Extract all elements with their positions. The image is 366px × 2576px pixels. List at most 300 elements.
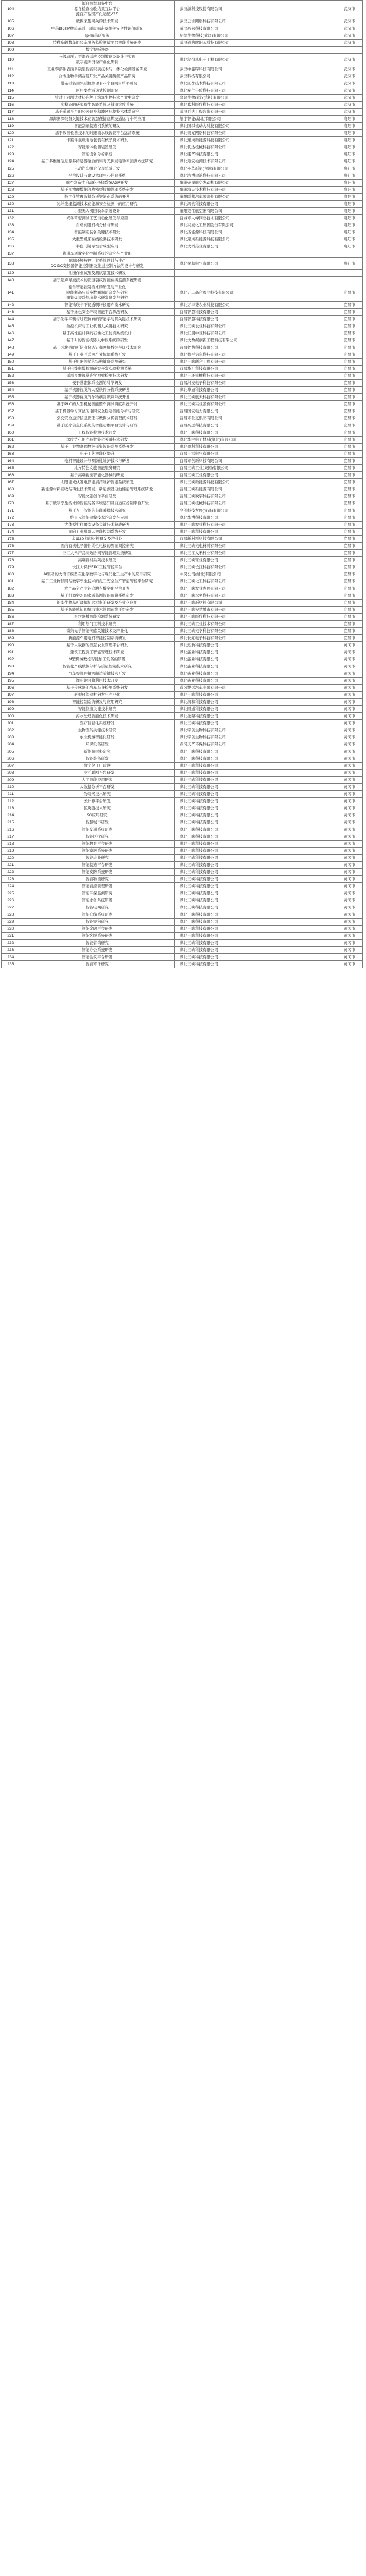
row-index: 225 [2,890,20,897]
organization-name: 襄阳海天技术科技有限公司 [174,187,336,194]
organization-name: 湖北三环机械科技有限公司 [174,373,336,380]
project-name: 利用热门工料技术研究 [77,622,116,626]
project-name: 大体型生猪屠宰设备关键技术集成研发 [64,523,130,527]
table-row [2,642,363,649]
organization-name: 宜昌国安电力有限公司 [174,408,336,415]
table-row [2,66,363,73]
city-name: 黄冈市 [336,741,362,748]
table-row [2,243,363,250]
project-name: 光纤光栅监测技术在能源安全检测中的应用研究 [56,202,138,206]
table-row [2,351,363,359]
row-index: 104 [2,1,20,18]
city-name: 宜昌市 [336,564,362,571]
organization-name: 湖北江都技术科技有限公司 [174,80,336,87]
project-name: 新能源车用电机智能控制系统研发 [68,636,126,640]
project-name: 基于电线电缆检测研究开发实验检测系统 [62,367,132,371]
city-name: 黄冈市 [336,819,362,826]
organization-name: 湖北三峡科技有限公司 [174,770,336,777]
project-name-cell [20,784,174,791]
table-row [2,656,363,663]
city-name: 宜昌市 [336,422,362,429]
project-name: DC-DC变换器智能控制器及先进控制方法的设计与研发 [50,264,144,268]
row-index: 222 [2,869,20,876]
organization-name: 湖北三峡科技有限公司 [174,692,336,699]
project-name: 新能源材料回收与再生技术研发，新能源锂电池储能管理系统研发 [41,487,153,491]
table-row [2,812,363,819]
project-name: 光学精密测试工艺自动化研发与应用 [66,216,128,220]
project-name-cell [20,359,174,366]
project-name: 智能电网研究 [85,906,109,910]
organization-name: 湖北汉恒风电子工程有限公司 [174,54,336,66]
organization-name: 湖北三峡科技有限公司 [174,947,336,954]
table-row [2,458,363,465]
project-name-cell [20,47,174,54]
city-name: 黄冈市 [336,663,362,670]
organization-name: 宜昌智慧科技有限公司 [174,316,336,323]
project-name: 工业互联网平台研发 [79,771,115,775]
project-name: 基于人工智能的节能减排技术研究 [68,509,126,513]
project-name-cell [20,394,174,401]
project-name: 智能会议平台研发 [82,955,113,959]
city-name: 武汉市 [336,87,362,95]
table-row [2,571,363,578]
organization-name: 湖北大数据创新工程科技有限公司 [174,337,336,344]
city-name: 襄阳市 [336,243,362,250]
row-index: 218 [2,841,20,848]
city-name: 黄冈市 [336,706,362,713]
project-name-cell [20,848,174,855]
project-name: 智能客服系统研发 [82,934,113,938]
table-row [2,387,363,394]
project-name: 新能源材料研究 [83,750,111,754]
city-name: 黄冈市 [336,656,362,663]
city-name: 黄冈市 [336,897,362,904]
organization-name: 湖北三峡科技有限公司 [174,954,336,961]
table-row [2,635,363,642]
project-name: 农产品全产业链追溯与数字化平台开发 [64,587,130,591]
table-row [2,116,363,123]
project-name: 智能控制系统研发与应用研究 [72,700,122,704]
city-name: 黄冈市 [336,763,362,770]
table-row [2,522,363,529]
row-index: 115 [2,95,20,102]
project-name: 多模态的研究仿生智能系统及健康诊疗系统 [60,103,134,107]
row-index: 158 [2,415,20,422]
project-name-cell [20,536,174,543]
city-name: 武汉市 [336,109,362,116]
city-name: 黄冈市 [336,833,362,841]
city-name: 武汉市 [336,32,362,40]
city-name: 黄冈市 [336,649,362,656]
table-row [2,833,363,841]
organization-name: 湖北三峡科技有限公司 [174,848,336,855]
organization-name: 湖北速成新能源科技有限公司 [174,137,336,144]
table-row [2,720,363,727]
project-name: 汽车零部件精密制造关键技术开发 [68,672,126,676]
row-index: 108 [2,40,20,47]
project-name: 基于传感器的汽车车身检测系统研发 [66,686,128,690]
row-index: 112 [2,73,20,80]
project-name-cell [20,819,174,826]
organization-name: 湖北三峡科技有限公司 [174,791,336,798]
city-name: 宜昌市 [336,373,362,380]
row-index: 161 [2,437,20,444]
organization-name: 湖北三峡科技有限公司 [174,940,336,947]
table-row [2,919,363,926]
project-name: 一批基础能用果质检测项目-2个台间目单项研究 [57,82,138,86]
organization-name: 湖北三峡科技有限公司 [174,805,336,812]
city-name: 宜昌市 [336,302,362,309]
table-row [2,869,363,876]
organization-name: 宜昌三雷电气有限公司 [174,451,336,458]
project-name-cell [20,855,174,862]
project-name-cell [20,201,174,208]
project-name: 医用集成雷达式检测研究 [76,89,118,93]
city-name: 襄阳市 [336,172,362,180]
organization-name [174,277,336,284]
organization-name: 湖北杰能源科技有限公司 [174,229,336,236]
organization-name: 湖北三峡科技有限公司 [174,904,336,911]
row-index: 196 [2,685,20,692]
city-name: 襄阳市 [336,194,362,201]
table-row [2,208,363,215]
table-row [2,109,363,116]
table-row [2,344,363,351]
project-name: 基于机器视觉的结构健康监测研究 [68,360,126,364]
row-index: 200 [2,713,20,720]
city-name: 襄阳市 [336,215,362,222]
organization-name: 湖北三峡科技有限公司 [174,819,336,826]
table-row [2,137,363,144]
city-name: 宜昌市 [336,323,362,330]
city-name: 黄冈市 [336,720,362,727]
project-name-cell [20,80,174,87]
project-name-cell [20,755,174,763]
row-index: 126 [2,172,20,180]
table-row [2,621,363,628]
project-name: lip-mi药研服务 [85,34,109,38]
row-index: 125 [2,165,20,172]
project-name-cell [20,628,174,635]
row-index: 186 [2,614,20,621]
project-table [1,0,363,968]
row-index: 124 [2,158,20,165]
project-name: 源自产品国产化适配V7.5 [76,12,119,17]
project-name-cell [20,243,174,250]
organization-name: 湖北三峡科技有限公司 [174,720,336,727]
city-name: 宜昌市 [336,479,362,486]
organization-name: 黄冈天华环保科技有限公司 [174,741,336,748]
row-index: 122 [2,144,20,151]
table-row [2,270,363,277]
row-index: 107 [2,32,20,40]
table-row [2,933,363,940]
table-row [2,323,363,330]
table-row [2,883,363,890]
table-row [2,897,363,904]
city-name: 黄冈市 [336,947,362,954]
table-row [2,961,363,968]
project-name-cell [20,270,174,277]
table-row [2,763,363,770]
project-name: 大重型机床在线检测技术研发 [72,237,122,242]
table-row [2,607,363,614]
city-name: 宜昌市 [336,600,362,607]
table-row [2,805,363,812]
row-index: 164 [2,458,20,465]
project-name-cell [20,699,174,706]
project-name: 半色刊制导性合成型应用 [76,245,118,249]
project-name: 环保设备研发 [85,742,109,747]
organization-name: 湖北三峡科技有限公司 [174,933,336,940]
city-name: 襄阳市 [336,151,362,158]
project-name-cell [20,187,174,194]
table-row [2,692,363,699]
project-name: 基于工业物联网与数字孪生技术的化工安全生产智能管控平台研究 [41,579,153,584]
project-name: 基于大数据的智慧农业管理平台研发 [66,643,128,647]
row-index: 113 [2,80,20,87]
organization-name: 湖北嘉科医疗科技有限公司 [174,102,336,109]
city-name: 襄阳市 [336,201,362,208]
project-name: 医疗器械智能检测系统研发 [74,615,121,619]
city-name: 武汉市 [336,102,362,109]
city-name: 宜昌市 [336,284,362,302]
row-index: 198 [2,699,20,706]
project-name: 智能液体检测装置研发 [77,145,116,149]
table-row [2,585,363,592]
table-row [2,408,363,415]
project-name: 智能金融平台研发 [82,927,113,931]
organization-name: 宜昌三峡新能源有限公司 [174,486,336,493]
project-name-cell [20,18,174,25]
project-name-cell [20,323,174,330]
city-name: 宜昌市 [336,628,362,635]
city-name: 黄冈市 [336,748,362,755]
city-name: 黄冈市 [336,770,362,777]
row-index: 199 [2,706,20,713]
project-name: 基于数智检测技术的时速流水线智能平台运营系统 [54,131,140,135]
table-row [2,201,363,208]
organization-name: 湖北润和科技有限公司 [174,699,336,706]
table-row [2,536,363,543]
organization-name: 湖北盈科科技有限公司 [174,444,336,451]
organization-name: 武汉源科技股份有限公司 [174,1,336,18]
table-row [2,359,363,366]
table-row [2,600,363,607]
city-name: 宜昌市 [336,607,362,614]
row-index: 127 [2,180,20,187]
project-name: 三江大禾产品高效协同智能管理系统研发 [62,551,132,555]
organization-name: 湖北三峡长江科技有限公司 [174,564,336,571]
project-name: 智能办公系统研发 [82,948,113,952]
project-name: 基于绿色安全环境智能平台算法研发 [66,310,128,314]
organization-name: 湖北三峡管业有限公司 [174,557,336,564]
city-name: 宜昌市 [336,486,362,493]
project-name-cell [20,408,174,415]
organization-name: 湖北三峡农业科技有限公司 [174,323,336,330]
city-name: 黄冈市 [336,926,362,933]
city-name: 黄冈市 [336,791,362,798]
table-row [2,940,363,947]
row-index: 203 [2,734,20,741]
row-index: 162 [2,444,20,451]
city-name: 宜昌市 [336,550,362,557]
city-name: 宜昌市 [336,387,362,394]
project-name-cell [20,805,174,812]
project-name-cell [20,415,174,422]
row-index: 140 [2,277,20,284]
table-row [2,734,363,741]
project-name: 智能设备分析系统 [82,152,113,157]
table-row [2,277,363,284]
table-row [2,73,363,80]
project-name-cell [20,876,174,883]
table-row [2,876,363,883]
project-name-cell [20,727,174,734]
table-row [2,947,363,954]
project-name: 人工智能应用研究 [82,778,113,782]
row-index: 156 [2,401,20,408]
project-name-cell [20,741,174,748]
city-name: 黄冈市 [336,798,362,805]
city-name [336,277,362,284]
row-index: 142 [2,302,20,309]
row-index: 163 [2,451,20,458]
organization-name: 湖北华博科技有限公司 [174,514,336,522]
organization-name: 湖北鑫业科技有限公司 [174,649,336,656]
project-name: 新型生物基可降解复合材料的研发及产业化应用 [56,601,138,605]
table-row [2,373,363,380]
project-name: 高温环境特种工业系统设计与生产 [68,259,126,263]
project-list-sheet [1,0,363,968]
project-name: 智能物流研究 [85,877,109,881]
organization-name: 湖北三峡科技有限公司 [174,862,336,869]
project-name-cell [20,302,174,309]
project-name-cell [20,465,174,472]
city-name: 宜昌市 [336,380,362,387]
city-name: 宜昌市 [336,543,362,550]
organization-name: 宜昌市创新科技有限公司 [174,458,336,465]
city-name: 宜昌市 [336,514,362,522]
row-index: 141 [2,284,20,302]
city-name: 宜昌市 [336,635,362,642]
row-index: 138 [2,258,20,270]
row-index: 165 [2,465,20,472]
organization-name: 湖北三峡科技有限公司 [174,876,336,883]
organization-name: 武汉云洲网络科技有限公司 [174,18,336,25]
city-name: 宜昌市 [336,359,362,366]
row-index: 184 [2,600,20,607]
row-index: 155 [2,394,20,401]
table-row [2,472,363,479]
row-index: 150 [2,359,20,366]
project-name-cell [20,592,174,600]
table-row [2,32,363,40]
row-index: 133 [2,222,20,229]
organization-name: 湖北三峡科技有限公司 [174,755,336,763]
table-row [2,465,363,472]
organization-name: 黄冈博远汽车电器有限公司 [174,685,336,692]
table-row [2,848,363,855]
organization-name: 湖北汇晟中亚科技有限公司 [174,330,336,337]
city-name: 宜昌市 [336,557,362,564]
row-index: 111 [2,66,20,73]
row-index: 114 [2,87,20,95]
project-name-cell [20,862,174,869]
project-name-cell [20,458,174,465]
city-name: 黄冈市 [336,713,362,720]
row-index: 143 [2,309,20,316]
organization-name: 湖北三峡科技有限公司 [174,890,336,897]
row-index: 128 [2,187,20,194]
project-name: 基于超声导波技术的管道裂纹智能在线监测系统研发 [53,278,141,282]
project-name-cell [20,720,174,727]
table-row [2,144,363,151]
table-row [2,415,363,422]
table-row [2,40,363,47]
project-name: 深度钻孔用产品智能化关键技术研发 [66,438,128,442]
table-row [2,628,363,635]
row-index: 208 [2,770,20,777]
project-name: 面向工业机器人智能控制系统开发 [68,530,126,534]
project-name-cell [20,486,174,493]
row-index: 178 [2,557,20,564]
row-index: 167 [2,479,20,486]
row-index: 109 [2,47,20,54]
row-index: 160 [2,429,20,437]
city-name: 襄阳市 [336,165,362,172]
project-name-cell [20,600,174,607]
row-index: 215 [2,819,20,826]
table-row [2,543,363,550]
table-row [2,151,363,158]
table-row [2,215,363,222]
row-index: 187 [2,621,20,628]
project-name-cell [20,841,174,848]
table-row [2,437,363,444]
project-name-cell [20,40,174,47]
organization-name [174,250,336,258]
project-name-cell [20,236,174,243]
row-index: 116 [2,102,20,109]
table-row [2,250,363,258]
table-row [2,158,363,165]
organization-name: 襄阳宏伟航空器有限公司 [174,208,336,215]
row-index: 205 [2,748,20,755]
table-row [2,302,363,309]
city-name: 黄冈市 [336,919,362,926]
city-name: 宜昌市 [336,472,362,479]
city-name: 宜昌市 [336,351,362,359]
table-row [2,564,363,571]
organization-name: 湖北三峡科技有限公司 [174,869,336,876]
project-name: 基于多维度信息源多传感器融合的实时光伏发电功率预测方法研究 [41,159,153,164]
project-name: 智能交通系统研发 [82,828,113,832]
table-row [2,904,363,911]
city-name: 宜昌市 [336,316,362,323]
table-row [2,18,363,25]
project-name-cell [20,514,174,522]
table-row [2,479,363,486]
organization-name: 湖北三峡航天科技有限公司 [174,394,336,401]
organization-name: 湖北迪安检测技术有限公司 [174,158,336,165]
project-name: 智能零售研究 [85,920,109,924]
city-name: 黄冈市 [336,670,362,678]
city-name: 襄阳市 [336,229,362,236]
city-name: 襄阳市 [336,158,362,165]
table-row [2,755,363,763]
project-name: 智能环保监测研究 [82,891,113,895]
